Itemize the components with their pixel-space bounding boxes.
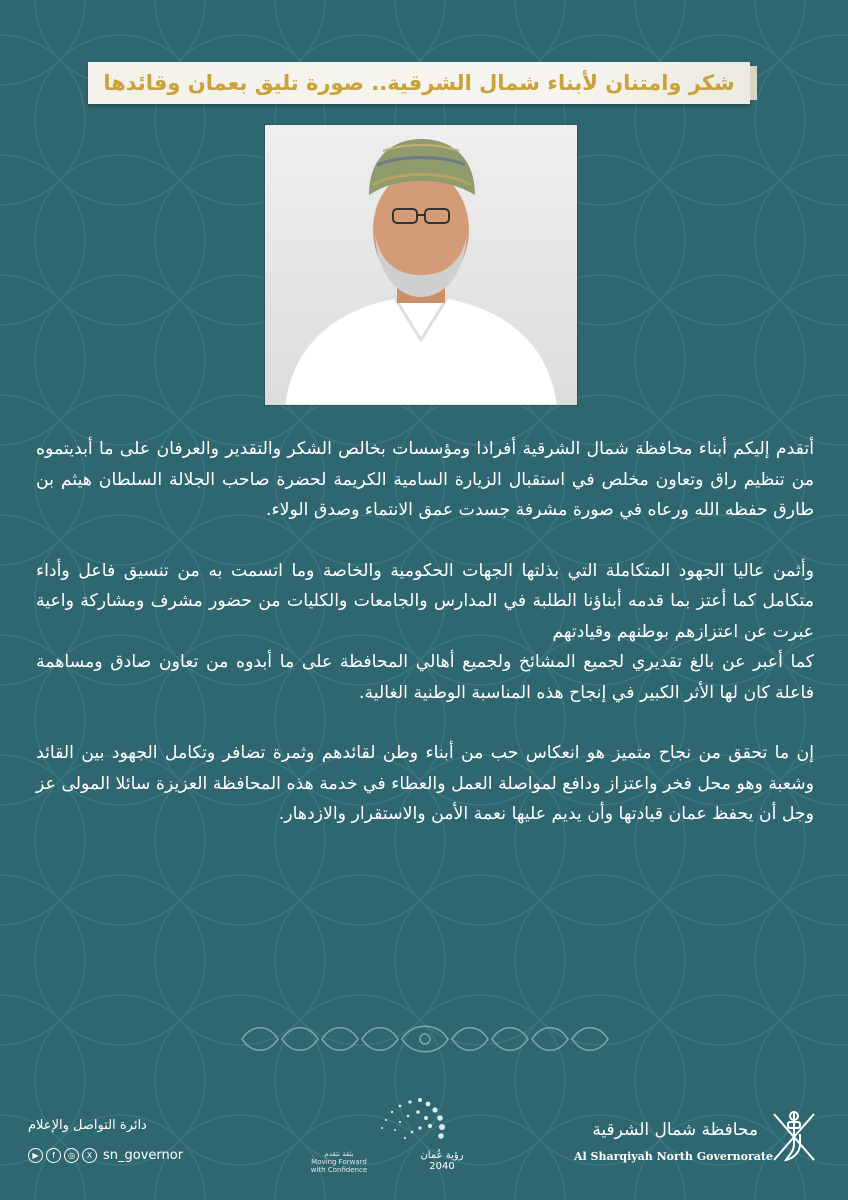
portrait-illustration [265, 125, 577, 405]
paragraph-conclusion: إن ما تحقق من نجاح متميز هو انعكاس حب من أبناء وطن لقائدهم وثمرة تضافر وتكامل الجهود بين القائد وشعبة وهو محل فخر واعتزاز ودافع لمواصلة العمل والعطاء في خدمة هذه المحافظة العزيزة سائلا المولى عز وجل أن يحفظ عمان قيادتها وأن يديم عليها نعمة الأمن والاستقرار والازدهار. [36, 743, 814, 824]
department-name: دائرة التواصل والإعلام [28, 1118, 147, 1133]
social-handle[interactable]: sn_governor [103, 1147, 184, 1163]
page-title: شكر وامتنان لأبناء شمال الشرقية.. صورة تليق بعمان وقائدها [103, 71, 735, 95]
title-banner-accent [750, 66, 757, 100]
governorate-name-arabic: محافظة شمال الشرقية [592, 1120, 758, 1140]
letter-body [36, 434, 814, 830]
oman-emblem-icon [766, 1106, 822, 1168]
youtube-icon[interactable]: ▶ [28, 1148, 43, 1163]
vision-tagline-arabic: بثقة نتقدم [324, 1150, 354, 1158]
governorate-name-english: Al Sharqiyah North Governorate [574, 1150, 773, 1163]
vision-2040-label: رؤية عُمان 2040 [420, 1150, 464, 1172]
facebook-icon[interactable]: f [46, 1148, 61, 1163]
x-icon[interactable]: X [82, 1148, 97, 1163]
social-links [28, 1146, 183, 1164]
oman-vision-2040-logo [300, 1088, 470, 1190]
paragraph-gratitude: أتقدم إليكم أبناء محافظة شمال الشرقية أفرادا ومؤسسات بخالص الشكر والتقدير والعرفان على ما أبديتموه من تنظيم راق وتعاون مخلص في استقبال الزيارة السامية الكريمة لحضرة صاحب الجلالة السلطان هيثم بن طارق حفظه الله ورعاه في صورة مشرفة جسدت عمق الانتماء وصدق الولاء. [36, 439, 814, 520]
vision-tagline-english: Moving Forward with Confidence [310, 1158, 368, 1174]
paragraph-efforts: وأثمن عاليا الجهود المتكاملة التي بذلتها الجهات الحكومية والخاصة وما اتسمت به من تنسيق فاعل وأداء متكامل كما أعتز بما قدمه أبناؤنا الطلبة في المدارس والجامعات والكليات من حضور مشرف ومشاركة واعية عبرت عن اعتزازهم بوطنهم وقيادتهم [36, 560, 814, 642]
instagram-icon[interactable]: ◎ [64, 1148, 79, 1163]
ornamental-divider [232, 1018, 618, 1060]
paragraph-appreciation: كما أعبر عن بالغ تقديري لجميع المشائخ ولجميع أهالي المحافظة على ما أبدوه من تعاون صادق ومساهمة فاعلة كان لها الأثر الكبير في إنجاح هذه المناسبة الوطنية الغالية. [36, 652, 814, 703]
vision-tagline [305, 1150, 373, 1174]
governor-photo [265, 125, 577, 405]
